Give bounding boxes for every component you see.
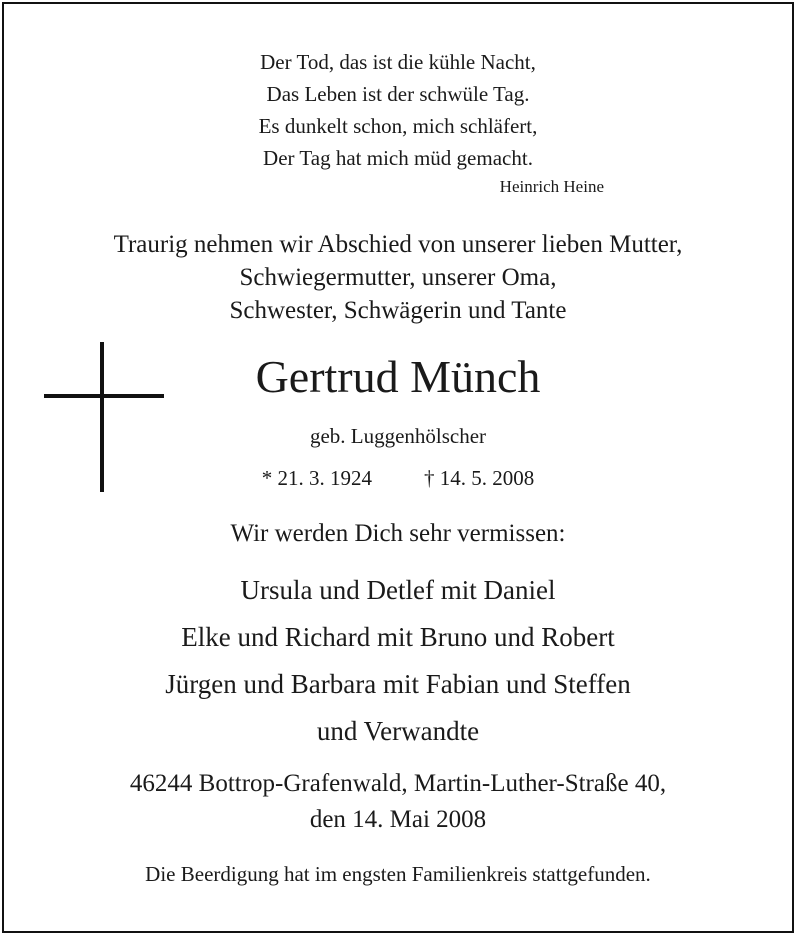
intro-line-3: Schwester, Schwägerin und Tante bbox=[229, 297, 567, 324]
deceased-birth-name: geb. Luggenhölscher bbox=[309, 424, 487, 448]
mourners-line-1: Ursula und Detlef mit Daniel bbox=[240, 575, 556, 605]
address-line-2: den 14. Mai 2008 bbox=[309, 806, 487, 833]
address-line-1: 46244 Bottrop-Grafenwald, Martin-Luther-Straße 40, bbox=[129, 770, 667, 797]
funeral-note: Die Beerdigung hat im engsten Familienkreis stattgefunden. bbox=[145, 862, 651, 886]
poem-line-4: Der Tag hat mich müd gemacht. bbox=[263, 146, 533, 170]
poem-line-1: Der Tod, das ist die kühle Nacht, bbox=[260, 50, 536, 74]
poem-line-3: Es dunkelt schon, mich schläfert, bbox=[258, 114, 538, 138]
birth-date: * 21. 3. 1924 bbox=[261, 466, 372, 490]
mourners-heading: Wir werden Dich sehr vermissen: bbox=[230, 520, 566, 547]
death-date: † 14. 5. 2008 bbox=[424, 466, 535, 490]
intro-line-1: Traurig nehmen wir Abschied von unserer lieben Mutter, bbox=[113, 231, 683, 258]
mourners-line-3: Jürgen und Barbara mit Fabian und Steffen bbox=[165, 669, 631, 699]
obituary-notice bbox=[2, 2, 794, 933]
intro-line-2: Schwiegermutter, unserer Oma, bbox=[239, 264, 557, 291]
mourners-line-2: Elke und Richard mit Bruno und Robert bbox=[181, 622, 615, 652]
deceased-name: Gertrud Münch bbox=[255, 351, 541, 402]
mourners-line-4: und Verwandte bbox=[316, 716, 480, 746]
poem-author: Heinrich Heine bbox=[499, 177, 604, 196]
poem-line-2: Das Leben ist der schwüle Tag. bbox=[266, 82, 530, 106]
life-dates bbox=[4, 466, 792, 491]
